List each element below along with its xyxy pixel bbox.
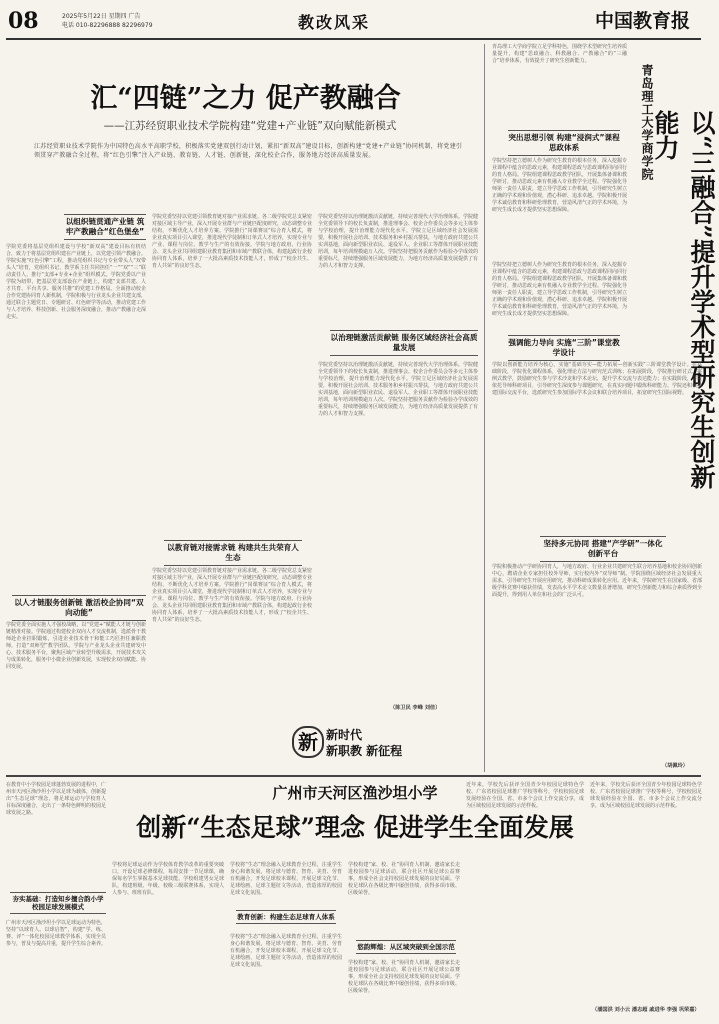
article1-section-heading-d: 以治理链激活贡献链 服务区域经济社会高质量发展 <box>330 330 478 356</box>
article2-title: 以“三融合”提升学术型研究生创新能力 <box>651 110 716 489</box>
logo-line-2: 新职教 新征程 <box>326 744 403 758</box>
article1-author: （陈卫民 李峰 刘佳） <box>390 705 441 711</box>
article3-column-4: 学校构建“家、校、社”协同育人机制，邀请家长走进校园参与足球活动，联合社区开展足球公益赛事，形成全社会支持校园足球发展的良好局面。学校足球队在各级比赛中屡创佳绩，获得多项市级、区级荣誉。 <box>348 862 460 897</box>
section-title: 教改风采 <box>298 13 371 32</box>
article3-column-1b: 广州市天河区渔沙坦小学以足球运动为特色，坚持“以球育人、以球启智”，构建“学、练、赛、评”一体化校园足球教学体系，实现全员参与，普及与提高并重，提升学生综合素养。 <box>6 920 107 948</box>
article1-section-heading-b: 以人才链服务创新链 激活校企协同“双向动能” <box>12 595 146 621</box>
article2-section-heading-b: 强调能力导向 实施“三阶”课堂教学设计 <box>508 335 620 361</box>
article1-column-3: 学院党委坚持以治理链激活贡献链，持续完善现代大学治理体系。学院健全党委领导下的校长负责制，推进理事会、校企合作委员会等多元主体参与学校治理，提升治理能力现代化水平。学院立足区域经济社会发展需要，积极开展社会培训、技术服务和乡村振兴帮扶，与地方政府共建公共实训基地，面向新型职业农民、退役军人、企业职工等群体开展职业技能培训，每年培训规模逾万人次。学院坚持把服务贡献作为检验办学成效的重要标尺，持续增强服务区域发展能力，为地方经济高质量发展提供了有力的人才和智力支撑。 <box>318 214 479 270</box>
article3-kicker: 广州市天河区渔沙坦小学 <box>272 784 438 802</box>
header-meta: 2025年5月22日 星期四 广告 电话 010-82296888 82296979 <box>62 13 153 29</box>
article2-section-heading-a: 突出思想引领 构建“浸润式”课程思政体系 <box>508 130 620 156</box>
article3-author: （潘国洪 刘小云 潘志超 戚进华 李强 巩荣嘉） <box>592 1007 700 1013</box>
article2-column-1: 学院坚持把立德树人作为研究生教育的根本任务，深入挖掘专业课程中蕴含的思政元素，构建课程思政与思政课程同向同行的育人格局。学院组建课程思政教学团队，开展集体备课和教学研讨，推动思政元素有机融入专业教学全过程。学院强化导师第一责任人职责，建立导学思政工作机制，引导研究生树立正确的学术观和价值观，潜心科研、追求卓越。学院积极开展学术诚信教育和科研伦理教育，营造风清气正的学术环境，为研究生成长成才提供坚实思想保障。 <box>492 158 628 214</box>
article3-section-heading-b: 教育创新：构建生态足球育人体系 <box>236 910 336 924</box>
article1-subtitle: ——江苏经贸职业技术学院构建“党建+产业链”双向赋能新模式 <box>103 120 397 132</box>
article3-column-5: 近年来，学校先后获评全国青少年校园足球特色学校、广东省校园足球推广学校等称号，学校校园足球发展经验在全国、省、市多个会议上作交流分享，成为区域校园足球发展的示范样板。 <box>466 782 584 810</box>
header-rule <box>6 38 701 40</box>
article3-title: 创新“生态足球”理念 促进学生全面发展 <box>136 813 574 842</box>
article2-section-heading-c: 坚持多元协同 搭建“产学研”一体化创新平台 <box>540 536 666 562</box>
logo-mark: 新 <box>292 726 324 758</box>
new-era-vocational-logo <box>292 720 452 768</box>
article2-column-2: 学院以创新能力培养为核心，实施“基础夯实—能力拓展—创新实践”三阶课堂教学设计。在基础阶段，学院优化课程体系，强化理论方法与研究范式训练；在拓展阶段，学院推行研讨式、案例式教学，鼓励研究生参与学术沙龙和学术论坛，提升学术交流与表达能力；在实践阶段，学院依托导师科研项目，引导研究生深度参与课题研究，在真实问题中锻炼科研能力。学院还积极搭建国际交流平台，选派研究生参加国际学术会议和联合培养项目，拓宽研究生国际视野。 <box>492 362 703 397</box>
article2-column-3: 学院积极推动产学研协同育人，与地方政府、行业企业共建研究生联合培养基地和校企协同创新中心，聘请企业专家担任校外导师，实行校内外“双导师”制。学院围绕区域经济社会发展重大需求，引导研究生开展应用研究，推动科研成果转化应用。近年来，学院研究生在国家级、省部级学科竞赛中屡获佳绩，发表高水平学术论文数量显著增加，研究生创新能力和综合素质得到全面提升，得到用人单位和社会的广泛认可。 <box>492 564 703 599</box>
page-header <box>0 0 707 40</box>
article1-column-1: 学院党委将基层党组织建设与学校“新双高”建设目标有机结合，致力于将基层党组织建在产业链上，以党建引领产教融合。学院实施“红色引擎”工程，推动党组织书记与专业带头人“双带头人”培育，党组织书记、教学系主任共同担任“一”“双”“三”联动责任人，推行“支部+专业+企业”组织模式。学院党委以产业学院为纽带，把基层党支部设在产业链上，构建“支部共建、人才共育、平台共享、服务共推”的党建工作格局。全面推动校企合作党建协同育人新机制，学院积极与行业龙头企业共建支部，通过联合主题党日、专题研讨、红色研学等活动，推动党建工作与人才培养、科技创新、社会服务深度融合，推动产教融合走深走实。 <box>6 244 147 321</box>
article1-column-2b: 学院党委坚持以党建引领教育链对接产业需求链。各二级学院党总支紧密对接区域主导产业，深入开展专业群与产业链匹配度研究，动态调整专业结构，不断优化人才培养方案。学院推行“岗课赛证”综合育人模式，将企业真实项目引入课堂，推进现代学徒制和订单式人才培养，实现专业与产业、课程与岗位、教学与生产的有效衔接。学院与地方政府、行业协会、龙头企业共同组建职业教育集团和市域产教联合体，构建起政行企校协同育人体系，培养了一大批高素质技术技能人才，形成了“校企共生、育人共荣”的良好生态。 <box>152 568 313 624</box>
article1-section-heading-a: 以组织链贯通产业链 筑牢产教融合“红色堡垒” <box>64 214 146 240</box>
article3-section-heading-a: 夯实基础：打造知乡擅合韵小学校园足球发展模式 <box>10 892 106 914</box>
article3-column-4b: 学校构建“家、校、社”协同育人机制，邀请家长走进校园参与足球活动，联合社区开展足球公益赛事，形成全社会支持校园足球发展的良好局面。学校足球队在各级比赛中屡创佳绩，获得多项市级、区级荣誉。 <box>348 960 460 995</box>
newspaper-logo: 中国教育报 <box>595 10 691 32</box>
article1-column-1b: 学院党委全面实施人才强校战略，以“党建+”赋能人才链与创新链精准对接。学院通过构建校企双向人才交流机制，选派骨干教师赴企业挂职锻炼，引进企业技术骨干和能工巧匠担任兼职教师，打造“双师型”教学团队。学院与产业龙头企业共建研发中心、技术服务平台，聚焦区域产业转型升级需求，开展技术攻关与成果转化，服务中小微企业创新发展，实现校企双向赋能、协同发展。 <box>6 622 147 671</box>
article3-column-1: 在教育中小学校园足球蓬勃发展的进程中，广州市天河区渔沙坦小学以足球为载体，创新提出“生态足球”理念，将足球运动与学校育人目标深度融合，走出了一条特色鲜明的校园足球发展之路。 <box>6 782 107 817</box>
article3-section-heading-c: 悠韵辉煌：从区域突破到全国示范 <box>356 940 456 954</box>
article2-author: （胡佩玲） <box>662 763 688 769</box>
column-divider <box>484 44 485 772</box>
article1-title: 汇“四链”之力 促产教融合 <box>90 83 401 114</box>
article3-column-6: 近年来，学校先后获评全国青少年校园足球特色学校、广东省校园足球推广学校等称号，学校校园足球发展经验在全国、省、市多个会议上作交流分享，成为区域校园足球发展的示范样板。 <box>590 782 702 810</box>
article2-column-1b: 学院坚持把立德树人作为研究生教育的根本任务，深入挖掘专业课程中蕴含的思政元素，构建课程思政与思政课程同向同行的育人格局。学院组建课程思政教学团队，开展集体备课和教学研讨，推动思政元素有机融入专业教学全过程。学院强化导师第一责任人职责，建立导学思政工作机制，引导研究生树立正确的学术观和价值观，潜心科研、追求卓越。学院积极开展学术诚信教育和科研伦理教育，营造风清气正的学术环境，为研究生成长成才提供坚实思想保障。 <box>492 262 628 318</box>
article3-column-2: 学校将足球运动作为学校体育教学改革的重要突破口，开设足球必修课程，每周安排一节足球课，确保每名学生掌握基本足球技能。学校组建男女足球队，构建班级、年级、校级三级联赛体系，实现人人参与、班班有队。 <box>112 862 224 897</box>
article3-column-3b: 学校将“生态”理念融入足球教育全过程，注重学生身心和谐发展，将足球与德育、智育、美育、劳育有机融合，开发足球校本课程，开展足球文化节、足球绘画、足球主题征文等活动，营造浓厚的校园足球文化氛围。 <box>230 934 342 969</box>
article1-section-heading-c: 以教育链对接需求链 构建共生共荣育人生态 <box>164 540 302 566</box>
logo-line-1: 新时代 <box>326 728 363 742</box>
article1-column-3b: 学院党委坚持以治理链激活贡献链，持续完善现代大学治理体系。学院健全党委领导下的校长负责制，推进理事会、校企合作委员会等多元主体参与学校治理，提升治理能力现代化水平。学院立足区域经济社会发展需要，积极开展社会培训、技术服务和乡村振兴帮扶，与地方政府共建公共实训基地，面向新型职业农民、退役军人、企业职工等群体开展职业技能培训，每年培训规模逾万人次。学院坚持把服务贡献作为检验办学成效的重要标尺，持续增强服务区域发展能力，为地方经济高质量发展提供了有力的人才和智力支撑。 <box>318 362 479 418</box>
section-separator <box>6 775 701 777</box>
article2-lead: 青岛理工大学商学院立足学科特色，围绕学术型研究生培养质量提升，构建“思政融合、科教融合、产教融合”的“三融合”培养体系，有效提升了研究生创新能力。 <box>492 44 628 65</box>
page-number: 08 <box>8 8 39 34</box>
article2-kicker: 青岛理工大学商学院 <box>640 64 654 181</box>
article1-lead: 江苏经贸职业技术学院作为中国特色高水平高职学校，积极落实党建双创行动计划，紧扣“新双高”建设目标，创新构建“党建+产业链”协同机制，将党建引领贯穿产教融合全过程，将“红色引擎”注入产业链、教育链、人才链、创新链，深化校企合作，服务地方经济高质量发展。 <box>34 143 463 159</box>
article1-column-2: 学院党委坚持以党建引领教育链对接产业需求链。各二级学院党总支紧密对接区域主导产业，深入开展专业群与产业链匹配度研究，动态调整专业结构，不断优化人才培养方案。学院推行“岗课赛证”综合育人模式，将企业真实项目引入课堂，推进现代学徒制和订单式人才培养，实现专业与产业、课程与岗位、教学与生产的有效衔接。学院与地方政府、行业协会、龙头企业共同组建职业教育集团和市域产教联合体，构建起政行企校协同育人体系，培养了一大批高素质技术技能人才，形成了“校企共生、育人共荣”的良好生态。 <box>152 214 313 270</box>
article3-column-3: 学校将“生态”理念融入足球教育全过程，注重学生身心和谐发展，将足球与德育、智育、美育、劳育有机融合，开发足球校本课程，开展足球文化节、足球绘画、足球主题征文等活动，营造浓厚的校园足球文化氛围。 <box>230 862 342 897</box>
